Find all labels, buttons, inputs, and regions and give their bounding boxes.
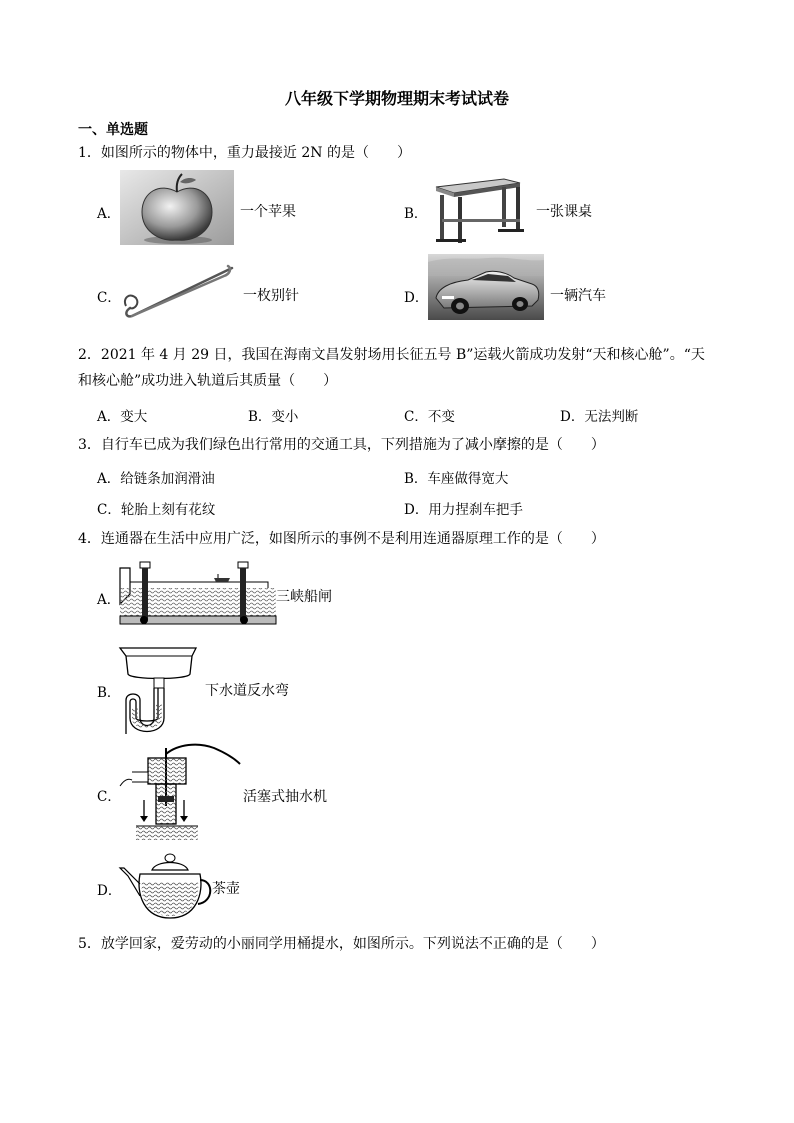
car-image [428,254,544,320]
q1-option-d-label[interactable]: D． [404,290,429,306]
pin-image [120,262,238,320]
q4-option-a-label[interactable]: A． [97,592,121,608]
q2-option-c[interactable]: C．不变 [404,409,455,425]
q4-option-c-caption: 活塞式抽水机 [243,789,327,805]
apple-image [120,170,234,245]
question-5-stem: 5．放学回家，爱劳动的小丽同学用桶提水，如图所示。下列说法不正确的是（ ） [78,936,605,952]
q4-option-c-label[interactable]: C． [97,789,121,805]
q3-option-a[interactable]: A．给链条加润滑油 [97,471,215,487]
q4-option-b-caption: 下水道反水弯 [205,683,289,699]
question-1-stem: 1．如图所示的物体中，重力最接近 2N 的是（ ） [78,145,411,161]
q1-option-d-caption: 一辆汽车 [550,288,606,304]
teapot-image [118,850,212,922]
page-title: 八年级下学期物理期末考试试卷 [284,89,509,108]
q4-option-a-caption: 三峡船闸 [276,589,332,605]
q1-option-a-label[interactable]: A． [97,206,121,222]
q1-option-b-caption: 一张课桌 [536,204,592,220]
q4-option-b-label[interactable]: B． [97,685,121,701]
question-3-stem: 3．自行车已成为我们绿色出行常用的交通工具，下列措施为了减小摩擦的是（ ） [78,437,605,453]
question-4-stem: 4．连通器在生活中应用广泛，如图所示的事例不是利用连通器原理工作的是（ ） [78,531,605,547]
piston-pump-image [118,742,242,842]
q4-option-d-caption: 茶壶 [212,881,240,897]
q3-option-c[interactable]: C．轮胎上刻有花纹 [97,502,216,518]
q1-option-a-caption: 一个苹果 [240,204,296,220]
ship-lock-image [118,554,278,630]
q4-option-d-label[interactable]: D． [97,883,122,899]
q3-option-d[interactable]: D．用力捏刹车把手 [404,502,523,518]
desk-image [428,175,532,247]
q1-option-c-label[interactable]: C． [97,290,121,306]
q1-option-b-label[interactable]: B． [404,206,428,222]
q2-option-b[interactable]: B．变小 [248,409,299,425]
q2-option-d[interactable]: D．无法判断 [560,409,639,425]
q1-option-c-caption: 一枚别针 [243,288,299,304]
question-2-stem-line2: 和核心舱”成功进入轨道后其质量（ ） [78,373,338,389]
section-heading: 一、单选题 [78,122,148,138]
q2-option-a[interactable]: A．变大 [97,409,148,425]
q3-option-b[interactable]: B．车座做得宽大 [404,471,509,487]
drain-trap-image [118,644,200,734]
question-2-stem-line1: 2．2021 年 4 月 29 日，我国在海南文昌发射场用长征五号 B”运载火箭成功发射“天和核心舱”。“天 [78,347,705,363]
